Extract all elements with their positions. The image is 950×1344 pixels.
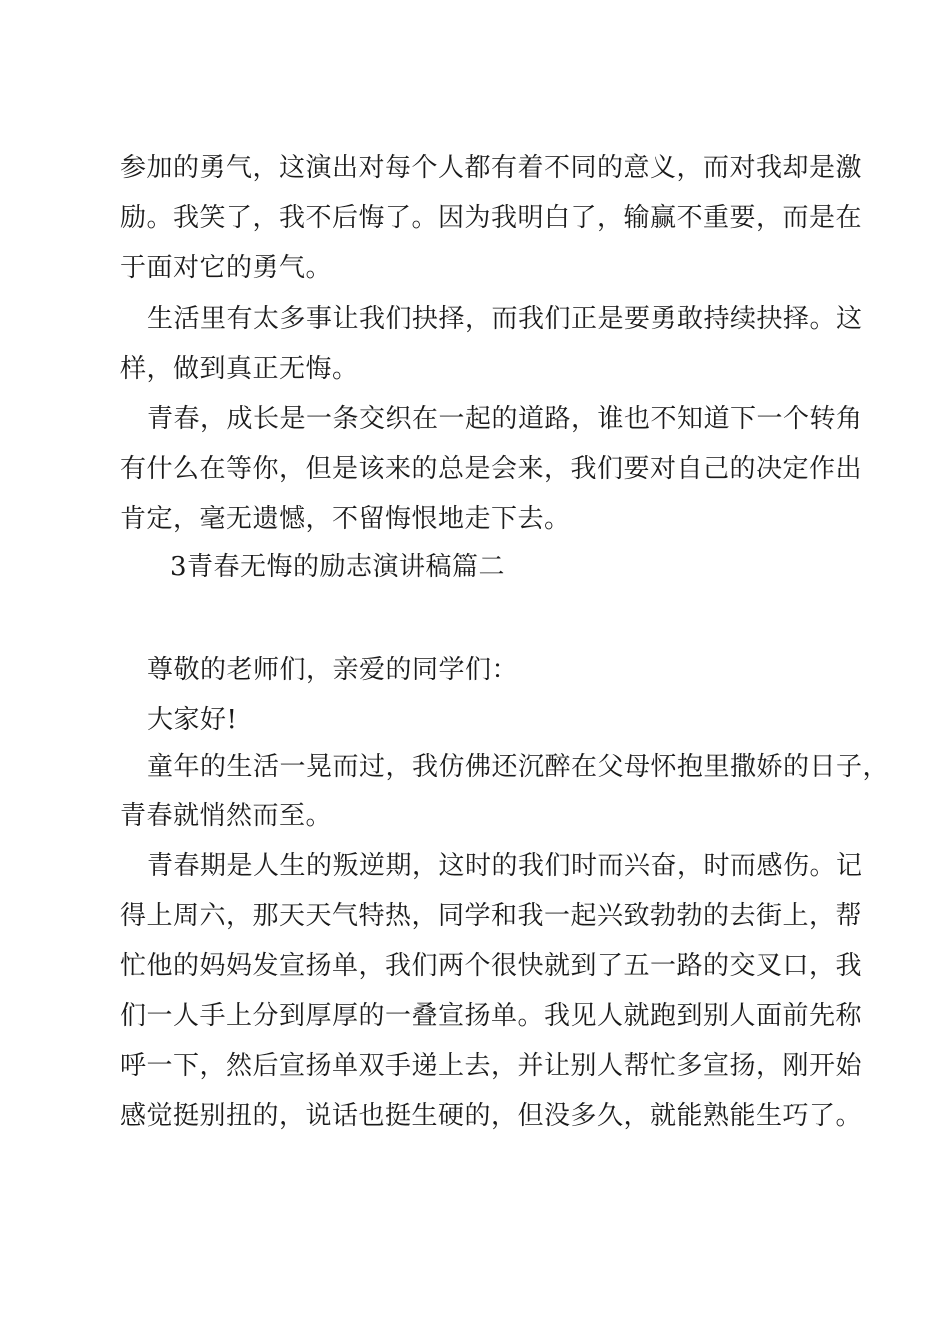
paragraph-5-line-4: 们一人手上分到厚厚的一叠宣扬单。我见人就跑到别人面前先称: [120, 1001, 863, 1031]
paragraph-5-line-6: 感觉挺别扭的，说话也挺生硬的，但没多久，就能熟能生巧了。: [120, 1101, 863, 1131]
paragraph-1-line-2: 励。我笑了，我不后悔了。因为我明白了，输赢不重要，而是在: [120, 203, 863, 233]
paragraph-3-line-3: 肯定，毫无遗憾，不留悔恨地走下去。: [120, 504, 571, 534]
greeting: 大家好!: [147, 705, 238, 735]
paragraph-3-line-2: 有什么在等你，但是该来的总是会来，我们要对自己的决定作出: [120, 454, 863, 484]
paragraph-5-line-3: 忙他的妈妈发宣扬单，我们两个很快就到了五一路的交叉口，我: [120, 951, 863, 981]
paragraph-5-line-2: 得上周六，那天天气特热，同学和我一起兴致勃勃的去街上，帮: [120, 901, 863, 931]
paragraph-2-line-2: 样，做到真正无悔。: [120, 354, 359, 384]
paragraph-1-line-3: 于面对它的勇气。: [120, 253, 333, 283]
paragraph-5-line-5: 呼一下，然后宣扬单双手递上去，并让别人帮忙多宣扬，刚开始: [120, 1051, 863, 1081]
paragraph-1-line-1: 参加的勇气，这演出对每个人都有着不同的意义，而对我却是激: [120, 153, 863, 183]
paragraph-4-line-1: 童年的生活一晃而过，我仿佛还沉醉在父母怀抱里撒娇的日子，: [147, 752, 890, 782]
paragraph-5-line-1: 青春期是人生的叛逆期，这时的我们时而兴奋，时而感伤。记: [147, 851, 863, 881]
section-heading: 3青春无悔的励志演讲稿篇二: [170, 552, 506, 582]
paragraph-2-line-1: 生活里有太多事让我们抉择，而我们正是要勇敢持续抉择。这: [147, 304, 863, 334]
paragraph-3-line-1: 青春，成长是一条交织在一起的道路，谁也不知道下一个转角: [147, 404, 863, 434]
paragraph-4-line-2: 青春就悄然而至。: [120, 801, 333, 831]
salutation: 尊敬的老师们，亲爱的同学们：: [147, 655, 519, 685]
